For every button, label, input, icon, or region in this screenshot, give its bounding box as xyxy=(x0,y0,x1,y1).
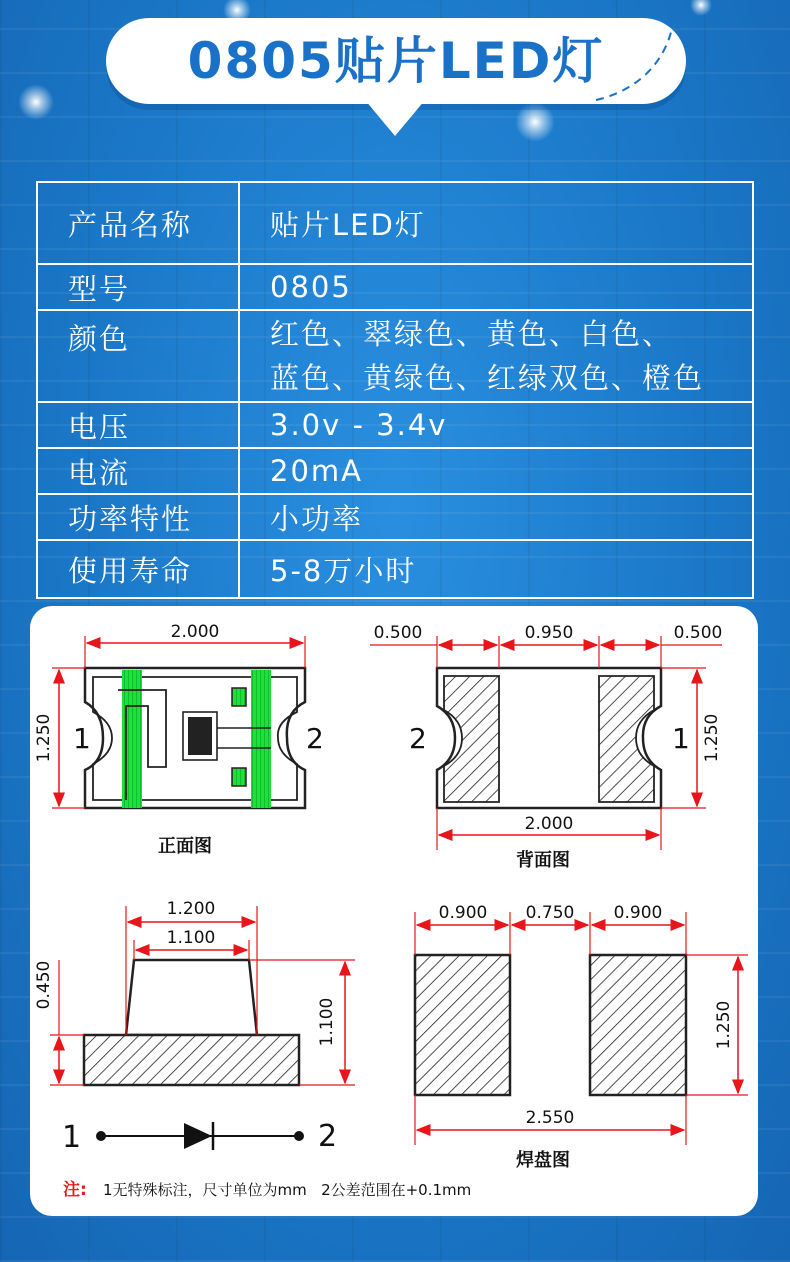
front-view-caption: 正面图 xyxy=(158,836,212,857)
page-title: 0805贴片LED灯 xyxy=(187,32,605,90)
back-pin-left: 2 xyxy=(409,722,427,755)
pad-view-caption: 焊盘图 xyxy=(516,1150,570,1171)
symbol-dot-right xyxy=(294,1131,304,1141)
side-right-label: 1.100 xyxy=(317,997,337,1047)
back-view xyxy=(370,623,722,871)
side-lens xyxy=(126,960,257,1035)
back-width-label: 2.000 xyxy=(524,814,574,834)
front-view xyxy=(34,622,324,857)
spec-value-model: 0805 xyxy=(239,264,753,310)
pad-width-label: 2.550 xyxy=(525,1108,575,1128)
diode-triangle xyxy=(184,1123,212,1149)
side-base xyxy=(84,1035,299,1085)
green-stripe-right xyxy=(251,670,271,808)
pad-height-label: 1.250 xyxy=(714,1000,734,1050)
side-top-outer-label: 1.200 xyxy=(166,899,216,919)
back-pad-right xyxy=(599,676,654,802)
front-small-pad-bottom xyxy=(232,768,246,786)
back-dim-label-1: 0.950 xyxy=(524,623,574,643)
note xyxy=(63,1179,471,1200)
back-height-label: 1.250 xyxy=(702,713,722,763)
spec-key-lifespan: 使用寿命 xyxy=(37,540,239,598)
spec-value-color: 红色、翠绿色、黄色、白色、 蓝色、黄绿色、红绿双色、橙色 xyxy=(239,310,753,402)
spec-key-power: 功率特性 xyxy=(37,494,239,540)
spec-value-lifespan: 5-8万小时 xyxy=(239,540,753,598)
pad-dim-label-1: 0.750 xyxy=(525,903,575,923)
spec-key-product-name: 产品名称 xyxy=(37,182,239,264)
diode-symbol xyxy=(62,1119,337,1155)
symbol-pin-left: 1 xyxy=(62,1120,82,1155)
side-left-label: 0.450 xyxy=(34,960,54,1010)
back-dim-label-0: 0.500 xyxy=(373,623,423,643)
pad-right xyxy=(590,955,686,1095)
side-view xyxy=(34,899,355,1085)
led-die xyxy=(188,717,212,755)
spec-key-voltage: 电压 xyxy=(37,402,239,448)
spec-key-model: 型号 xyxy=(37,264,239,310)
front-width-label: 2.000 xyxy=(170,622,220,642)
back-pad-left xyxy=(444,676,499,802)
spec-key-color: 颜色 xyxy=(37,310,239,402)
spec-value-voltage: 3.0v - 3.4v xyxy=(239,402,753,448)
pad-dim-label-2: 0.900 xyxy=(613,903,663,923)
spec-key-current: 电流 xyxy=(37,448,239,494)
spec-value-power: 小功率 xyxy=(239,494,753,540)
front-pin-left: 1 xyxy=(73,722,91,755)
front-pin-right: 2 xyxy=(306,722,324,755)
front-small-pad-top xyxy=(232,688,246,706)
note-label: 注: xyxy=(63,1180,87,1200)
note-text: 1无特殊标注，尺寸单位为mm 2公差范围在+0.1mm xyxy=(103,1181,472,1199)
spec-value-product-name: 贴片LED灯 xyxy=(239,182,753,264)
pad-dim-label-0: 0.900 xyxy=(438,903,488,923)
side-top-inner-label: 1.100 xyxy=(166,928,216,948)
pad-left xyxy=(415,955,510,1095)
front-height-label: 1.250 xyxy=(34,713,54,763)
spec-value-current: 20mA xyxy=(239,448,753,494)
back-pin-right: 1 xyxy=(672,722,690,755)
back-dim-label-2: 0.500 xyxy=(673,623,723,643)
pad-layout xyxy=(415,903,748,1171)
symbol-pin-right: 2 xyxy=(318,1119,338,1154)
back-view-caption: 背面图 xyxy=(516,850,570,871)
